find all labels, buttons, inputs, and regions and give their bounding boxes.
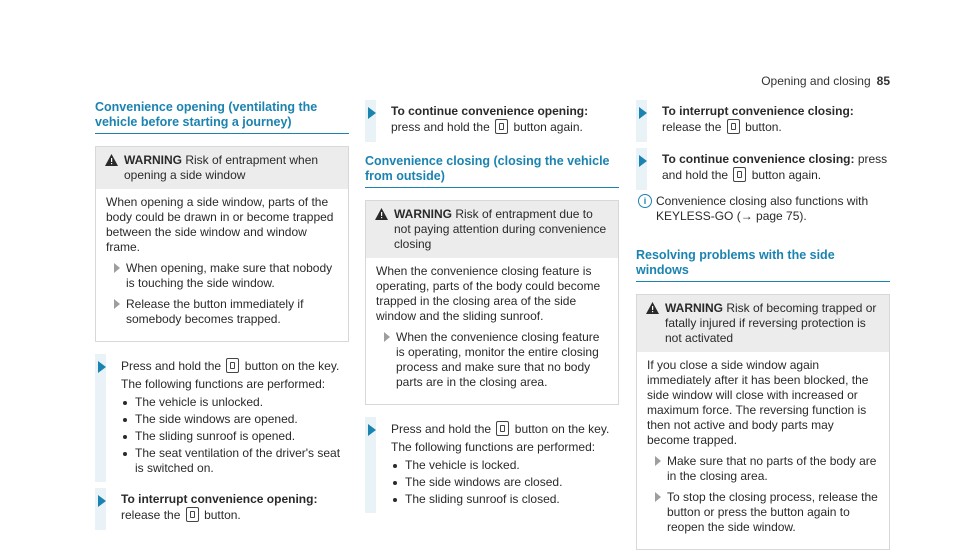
list-item: The vehicle is unlocked. [135,395,349,410]
warning-label: WARNING [665,301,723,315]
warning-head-text: Risk of entrapment when opening a side window [124,153,319,182]
step-continue-closing: To continue convenience closing: press and hold the button again. [636,148,890,190]
list-item: The sliding sunroof is opened. [135,429,349,444]
warning-head-text: Risk of becoming trapped or fatally injured if reversing protection is not activated [665,301,877,345]
warning-body: When the convenience closing feature is operating, parts of the body could become trapped in the closing area of the side window and the sliding sunroof. [376,264,601,323]
warning-box [636,294,890,550]
arrow-icon [114,299,120,309]
warning-label: WARNING [394,207,452,221]
warning-label: WARNING [124,153,182,167]
functions-list [391,458,619,507]
step-arrow-icon [98,361,106,373]
warning-sub-1: When opening, make sure that nobody is touching the side window. [126,261,333,290]
warning-icon [375,208,388,220]
column-2 [365,100,619,513]
step-press-hold-lock: Press and hold the button on the key. The following functions are performed: The vehicle is locked. The side windows are closed. The sliding sunroof is closed. [365,417,619,513]
arrow-icon [655,456,661,466]
key-lock-icon [496,421,509,436]
warning-sub-1: When the convenience closing feature is operating, monitor the entire closing process and make sure that no body parts are in the closing area. [396,330,600,389]
key-unlock-icon [186,507,199,522]
info-note [636,194,890,224]
functions-list [121,395,349,476]
step-interrupt-opening: To interrupt convenience opening: release the button. [95,488,349,530]
list-item: The sliding sunroof is closed. [405,492,619,507]
section-title: Opening and closing [761,74,871,88]
list-item: The side windows are opened. [135,412,349,427]
info-icon: i [638,194,652,208]
info-text: Convenience closing also functions with KEYLESS-GO (→ page 75). [656,194,869,223]
heading-convenience-opening: Convenience opening (ventilating the vehicle before starting a journey) [95,100,349,134]
step-arrow-icon [639,155,647,167]
page-header [761,74,890,89]
warning-box [95,146,349,342]
list-item: The vehicle is locked. [405,458,619,473]
warning-sub-2: Release the button immediately if somebody becomes trapped. [126,297,304,326]
list-item: The side windows are closed. [405,475,619,490]
page-number: 85 [876,74,890,88]
arrow-icon [384,332,390,342]
arrow-icon [655,492,661,502]
column-1 [95,100,349,530]
step-press-hold: Press and hold the button on the key. The following functions are performed: The vehicle is unlocked. The side windows are opened. The sliding sunroof is opened. The seat ventilation of the driver's seat is switched on. [95,354,349,482]
warning-sub-1: Make sure that no parts of the body are in the closing area. [667,454,877,483]
warning-box [365,200,619,405]
warning-icon [105,154,118,166]
list-item: The seat ventilation of the driver's seat is switched on. [135,446,349,476]
warning-head-text: Risk of entrapment due to not paying attention during convenience closing [394,207,607,251]
step-followup: The following functions are performed: [121,377,326,391]
key-lock-icon [733,167,746,182]
key-lock-icon [727,119,740,134]
warning-icon [646,302,659,314]
warning-sub-2: To stop the closing process, release the button or press the button again to reopen the side window. [667,490,878,534]
heading-convenience-closing: Convenience closing (closing the vehicle from outside) [365,154,619,188]
step-arrow-icon [368,107,376,119]
arrow-icon [114,263,120,273]
step-interrupt-closing: To interrupt convenience closing: release the button. [636,100,890,142]
step-arrow-icon [639,107,647,119]
key-unlock-icon [226,358,239,373]
step-arrow-icon [98,495,106,507]
step-followup: The following functions are performed: [391,440,596,454]
warning-body: If you close a side window again immediately after it has been blocked, the side window will close with increased or maximum force. The reversing function is then not active and body parts may become trapped. [647,358,869,447]
step-arrow-icon [368,424,376,436]
warning-body: When opening a side window, parts of the body could be drawn in or become trapped between the side window and window frame. [106,195,334,254]
step-continue-opening: To continue convenience opening: press and hold the button again. [365,100,619,142]
column-3 [636,100,890,550]
heading-resolving-problems: Resolving problems with the side windows [636,248,890,282]
key-unlock-icon [495,119,508,134]
